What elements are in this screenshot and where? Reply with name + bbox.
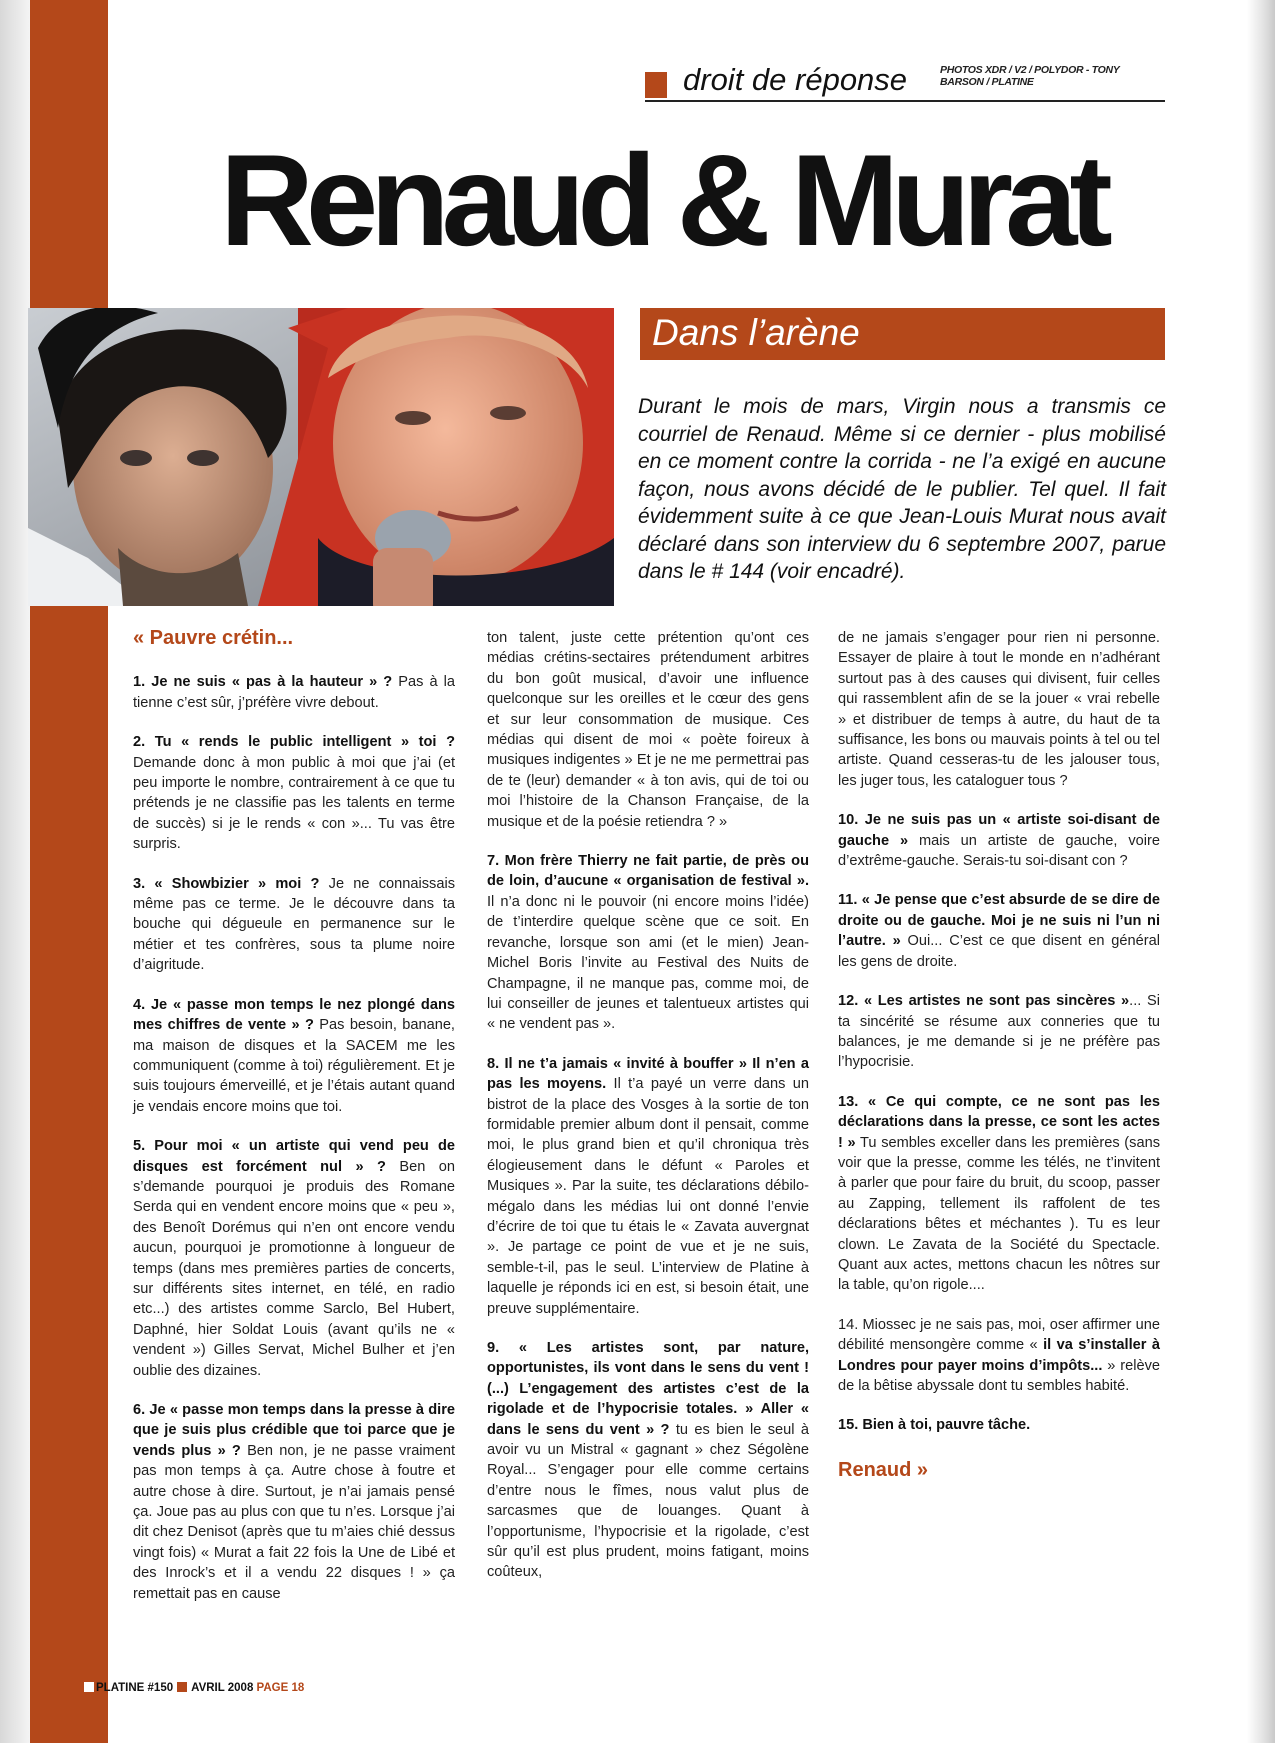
footer-date: AVRIL 2008 — [191, 1682, 254, 1694]
rubric-header — [645, 60, 1165, 102]
photo-renaud-murat — [28, 308, 614, 606]
subtitle: Dans l’arène — [652, 312, 860, 353]
paragraph-4: 4. Je « passe mon temps le nez plongé dans mes chiffres de vente » ? Pas besoin, banane, ma maison de disques et la SACEM me les communiquent (comme à toi) régulièrement. Et je suis toujours émerveillé, et je l’étais autant quand je vendais encore moins que toi. — [133, 996, 455, 1115]
headline: Renaud & Murat — [220, 127, 1105, 273]
page-edge-left — [0, 0, 30, 1743]
footer-page-number: PAGE 18 — [256, 1682, 305, 1694]
text-column-1 — [133, 628, 455, 1623]
paragraph-14: 14. Miossec je ne sais pas, moi, oser affirmer une débilité mensongère comme « il va s’installer à Londres pour payer moins d’impôts... » relève de la bêtise abyssale dont tu sembles habité. — [838, 1316, 1160, 1394]
letter-heading: « Pauvre crétin... — [133, 627, 294, 649]
paragraph-10: 10. Je ne suis pas un « artiste soi-disant de gauche » mais un artiste de gauche, voire d’extrême-gauche. Serais-tu soi-disant con ? — [838, 812, 1160, 870]
paragraph-7: 7. Mon frère Thierry ne fait partie, de près ou de loin, d’aucune « organisation de festival ». Il n’a donc ni le pouvoir (ni encore moins l’idée) de t’interdire quelque scène que ce soit. En revanche, lorsque son ami (et le mien) Jean-Michel Boris l’invite au Festival des Nuits de Champagne, il ne manque pas, comme moi, de lui conseiller de jeunes et talentueux artistes qui « ne vendent pas ». — [487, 853, 809, 1033]
margin-color-band — [30, 0, 108, 1743]
paragraph-3: 3. « Showbizier » moi ? Je ne connaissais même pas ce terme. Je le découvre dans ta bouche qui dégueule en permanence sur le métier et tes confrères, sous ta plume noire d’aigritude. — [133, 875, 455, 974]
paragraph-13: 13. « Ce qui compte, ce ne sont pas les déclarations dans la presse, ce sont les actes ! » Tu sembles exceller dans les premières (sans voir que la presse, comme les télés, ne t’invitent à parler que pour faire du bruit, du scoop, passer au Zapping, tellement ils raffolent de tes déclarations bêtes et méchantes ). Tu es leur clown. Le Zavata de la Société du Spectacle. Quant aux actes, mettons chacun les nôtres sur la table, qu’on rigole.... — [838, 1093, 1160, 1294]
text-column-2 — [487, 628, 809, 1602]
paragraph-15: 15. Bien à toi, pauvre tâche. — [838, 1417, 1031, 1434]
paragraph-8: 8. Il ne t’a jamais « invité à bouffer » Il n’en a pas les moyens. Il t’a payé un verre dans un bistrot de la place des Vosges à la sortie de ton formidable premier album dont il pensait, comme moi, le plus grand bien et qu’il chroniqua très élogieusement dans le défunt « Paroles et Musiques ». Par la suite, tes déclarations débilo-mégalo dans les médias lui ont donné l’envie d’écrire de toi que tu étais le « Zavata auvergnat ». Je partage ce point de vue et je ne suis, semble-t-il, pas le seul. L’interview de Platine à laquelle je réponds ici en est, si besoin était, une preuve supplémentaire. — [487, 1055, 809, 1317]
rubric-title: droit de réponse — [683, 62, 908, 97]
paragraph-2: 2. Tu « rends le public intelligent » toi ? Demande donc à mon public à moi que j’ai (et peu importe le nombre, contrairement à ce que tu prétends je ne classifie pas les talents en terme de succès) si je le rends « con »... Tu vas être surpris. — [133, 734, 455, 853]
paragraph-12: 12. « Les artistes ne sont pas sincères »... Si ta sincérité se résume aux conneries que tu balances, je me demande si je ne préfère pas l’hypocrisie. — [838, 993, 1160, 1071]
signature: Renaud » — [838, 1458, 929, 1481]
text-column-3 — [838, 628, 1160, 1499]
footer-magazine: PLATINE #150 — [96, 1682, 174, 1694]
footer-separator-icon — [177, 1682, 187, 1692]
page-footer — [84, 1682, 304, 1694]
photo-credit: PHOTOS XDR / V2 / POLYDOR - TONY BARSON / PLATINE — [940, 64, 1120, 88]
footer-square-icon — [84, 1682, 94, 1692]
paragraph-6-continued: ton talent, juste cette prétention qu’ont ces médias crétins-sectaires prétendument arbitres du bon goût musical, d’avoir une influence quelconque sur les oreilles et le cœur des gens et sur leur consommation de musique. Ces médias qui disent de moi « poète foireux à musiques indigentes » Et je ne me permettrai pas de te (leur) demander « à ton avis, qui de toi ou moi l’histoire de la Chanson Française, de la musique et de la poésie retiendra ? » — [487, 630, 809, 830]
paragraph-9-continued: de ne jamais s’engager pour rien ni personne. Essayer de plaire à tout le monde en n’adhérant surtout pas à des causes qui divisent, fuir celles qui rassemblent afin de se la jouer « vrai rebelle » et distribuer de temps à autre, du haut de ta suffisance, les bons ou mauvais points à tel ou tel artiste. Quand cesseras-tu de les jalouser tous, les juger tous, les cataloguer tous ? — [838, 630, 1160, 789]
paragraph-1: 1. Je ne suis « pas à la hauteur » ? Pas à la tienne c’est sûr, j’préfère vivre debout. — [133, 674, 456, 711]
paragraph-5: 5. Pour moi « un artiste qui vend peu de disques est forcément nul » ? Ben on s’demande pourquoi je produis des Romane Serda qui en vendent encore moins que « peu », des Benoît Dorémus qui n’en ont encore vendu aucun, pourquoi je promotionne à longueur de temps (dans mes premières parties de concerts, sur différents sites internet, en télé, en radio etc...) des artistes comme Sarclo, Bel Hubert, Daphné, hier Soldat Louis (avant qu’ils ne « vendent ») Gilles Servat, Michel Bulher et j’en oublie des dizaines. — [133, 1138, 456, 1379]
paragraph-11: 11. « Je pense que c’est absurde de se dire de droite ou de gauche. Moi je ne suis ni l’un ni l’autre. » Oui... C’est ce que disent en général les gens de droite. — [838, 892, 1160, 970]
intro-paragraph: Durant le mois de mars, Virgin nous a transmis ce courriel de Renaud. Même si ce dernier - plus mobilisé en ce moment contre la corrida - ne l’a exigé en aucune façon, nous avons décidé de le publier. Tel quel. Il fait évidemment suite à ce que Jean-Louis Murat nous avait déclaré dans son interview du 6 septembre 2007, parue dans le # 144 (voir encadré). — [638, 395, 1166, 583]
page-edge-right — [1247, 0, 1275, 1743]
paragraph-9: 9. « Les artistes sont, par nature, opportunistes, ils vont dans le sens du vent ! (...) L’engagement des artistes c’est de la rigolade et de l’hypocrisie totales. » Aller « dans le sens du vent » ? tu es bien le seul à avoir vu un Mistral « gagnant » chez Ségolène Royal... S’engager pour elle comme certains d’entre nous le fîmes, nous valut plus de sarcasmes que de louanges. Quant à l’opportunisme, l’hypocrisie et la rigolade, c’est sûr qu’il est plus prudent, moins fatigant, moins coûteux, — [487, 1340, 809, 1581]
subtitle-bar — [640, 308, 1165, 360]
rubric-square-icon — [645, 72, 667, 98]
paragraph-6: 6. Je « passe mon temps dans la presse à dire que je suis plus crédible que toi parce que je vends plus » ? Ben non, je ne passe vraiment pas mon temps à ça. Autre chose à foutre et autre chose à dire. Surtout, je n’ai jamais pensé ça. Joue pas au plus con que tu n’es. Lorsque j’ai dit chez Denisot (après que tu m’aies chié dessus vingt fois) « Murat a fait 22 fois la Une de Libé et des Inrock’s et il a vendu 22 disques ! » ça remettait pas en cause — [133, 1402, 455, 1602]
